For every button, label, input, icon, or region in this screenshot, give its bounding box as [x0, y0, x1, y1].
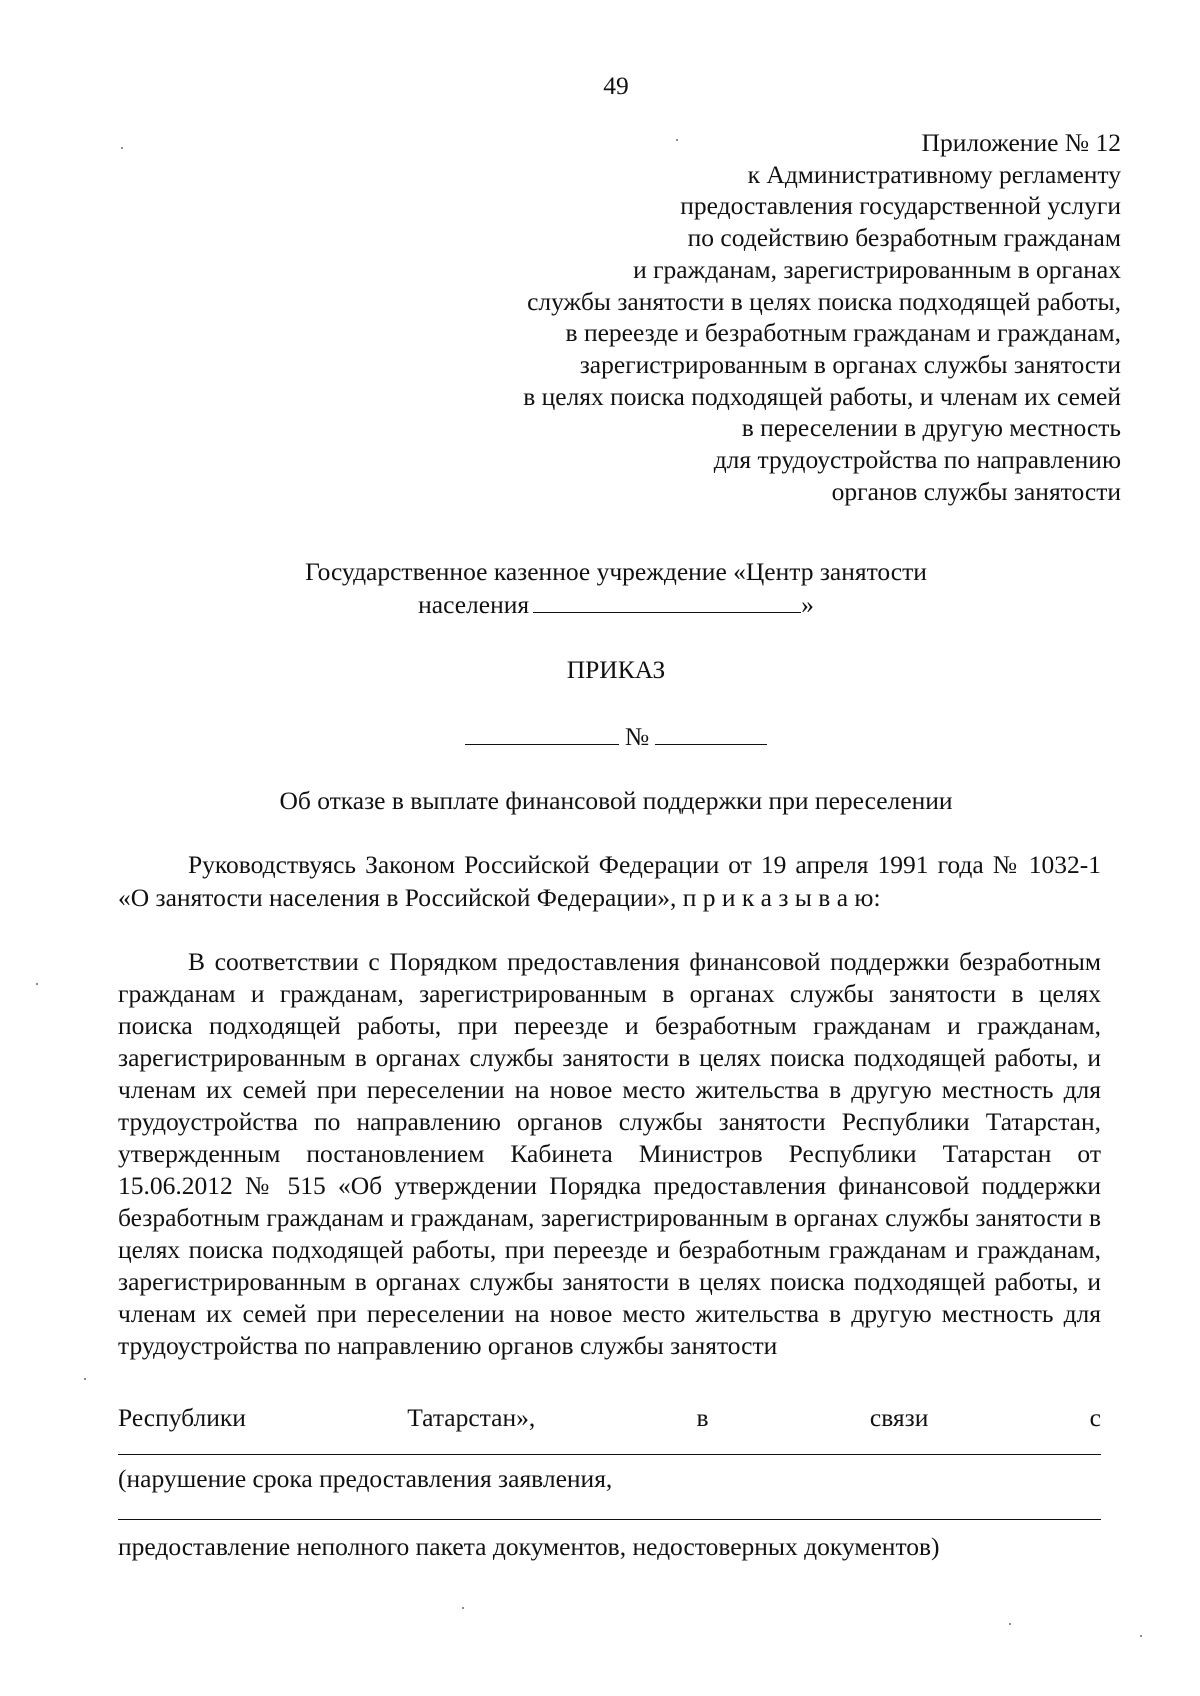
- scan-speck: [36, 983, 38, 985]
- reason-hint-2: предоставление неполного пакета документов, недостоверных документов): [118, 1532, 940, 1561]
- appendix-line: органов службы занятости: [831, 476, 1121, 506]
- scan-speck: [462, 1607, 464, 1609]
- last-line-word: Республики: [118, 1403, 246, 1432]
- institution-suffix: »: [801, 590, 814, 619]
- appendix-line: в целях поиска подходящей работы, и членам их семей: [523, 381, 1121, 411]
- appendix-line: в переселении в другую местность: [741, 413, 1121, 443]
- last-line-word: в: [696, 1403, 709, 1432]
- scan-speck: [676, 139, 678, 141]
- appendix-line: по содействию безработным гражданам: [687, 223, 1121, 253]
- appendix-line: в переезде и безработным гражданам и гражданам,: [565, 318, 1121, 348]
- date-blank-field: [465, 720, 619, 745]
- order-subject: Об отказе в выплате финансовой поддержки при переселении: [279, 786, 953, 815]
- appendix-line: предоставления государственной услуги: [680, 191, 1121, 221]
- appendix-line: службы занятости в целях поиска подходящей работы,: [527, 286, 1121, 316]
- last-line-word: с: [1089, 1403, 1101, 1432]
- appendix-line: и гражданам, зарегистрированным в органах: [633, 254, 1121, 284]
- reason-fill-line-1: [118, 1454, 1101, 1455]
- reason-fill-line-2: [118, 1519, 1101, 1520]
- institution-blank-field: [533, 588, 801, 613]
- body-last-line: [118, 1402, 1101, 1434]
- last-line-word: связи: [869, 1403, 929, 1432]
- number-blank-field: [655, 720, 767, 745]
- number-sign: №: [624, 722, 650, 751]
- last-line-word: Татарстан»,: [407, 1403, 536, 1432]
- scan-speck: [1009, 1623, 1011, 1625]
- appendix-line: для трудоустройства по направлению: [713, 445, 1121, 475]
- reason-hint-1: (нарушение срока предоставления заявления,: [118, 1464, 613, 1493]
- date-number-line: [0, 720, 1200, 753]
- institution-line-1: Государственное казенное учреждение «Центр занятости: [305, 557, 927, 586]
- preamble-paragraph: Руководствуясь Законом Российской Федерации от 19 апреля 1991 года № 1032-1 «О занятости населения в Российской Федерации», п р и к а з ы в а ю:: [118, 850, 1101, 912]
- appendix-line: к Административному регламенту: [747, 159, 1121, 189]
- appendix-line: зарегистрированным в органах службы занятости: [579, 349, 1121, 379]
- institution-prefix: населения: [418, 590, 530, 619]
- scan-speck: [1140, 1635, 1142, 1637]
- appendix-header: [523, 127, 1121, 507]
- scan-speck: [84, 1378, 86, 1380]
- institution-line-2: [0, 588, 1200, 621]
- page-number: 49: [603, 71, 629, 100]
- institution-name: [0, 555, 1200, 621]
- scan-speck: [121, 147, 123, 149]
- document-type-title: ПРИКАЗ: [566, 655, 666, 684]
- appendix-line: Приложение № 12: [921, 128, 1121, 157]
- body-paragraph: В соответствии с Порядком предоставления финансовой поддержки безработным гражданам и гражданам, зарегистрированным в органах службы занятости в целях поиска подходящей работы, при переезде и безработным гражданам и гражданам, зарегистрированным в органах службы занятости в целях поиска подходящей работы, и членам их семей при переселении на новое место жительства в другую местность для трудоустройства по направлению органов службы занятости Республики Татарстан, утвержденным постановлением Кабинета Министров Республики Татарстан от 15.06.2012 № 515 «Об утверждении Порядка предоставления финансовой поддержки безработным гражданам и гражданам, зарегистрированным в органах службы занятости в целях поиска подходящей работы, при переезде и безработным гражданам и гражданам, зарегистрированным в органах службы занятости в целях поиска подходящей работы, и членам их семей при переселении на новое место жительства в другую местность для трудоустройства по направлению органов службы занятости: [118, 947, 1101, 1360]
